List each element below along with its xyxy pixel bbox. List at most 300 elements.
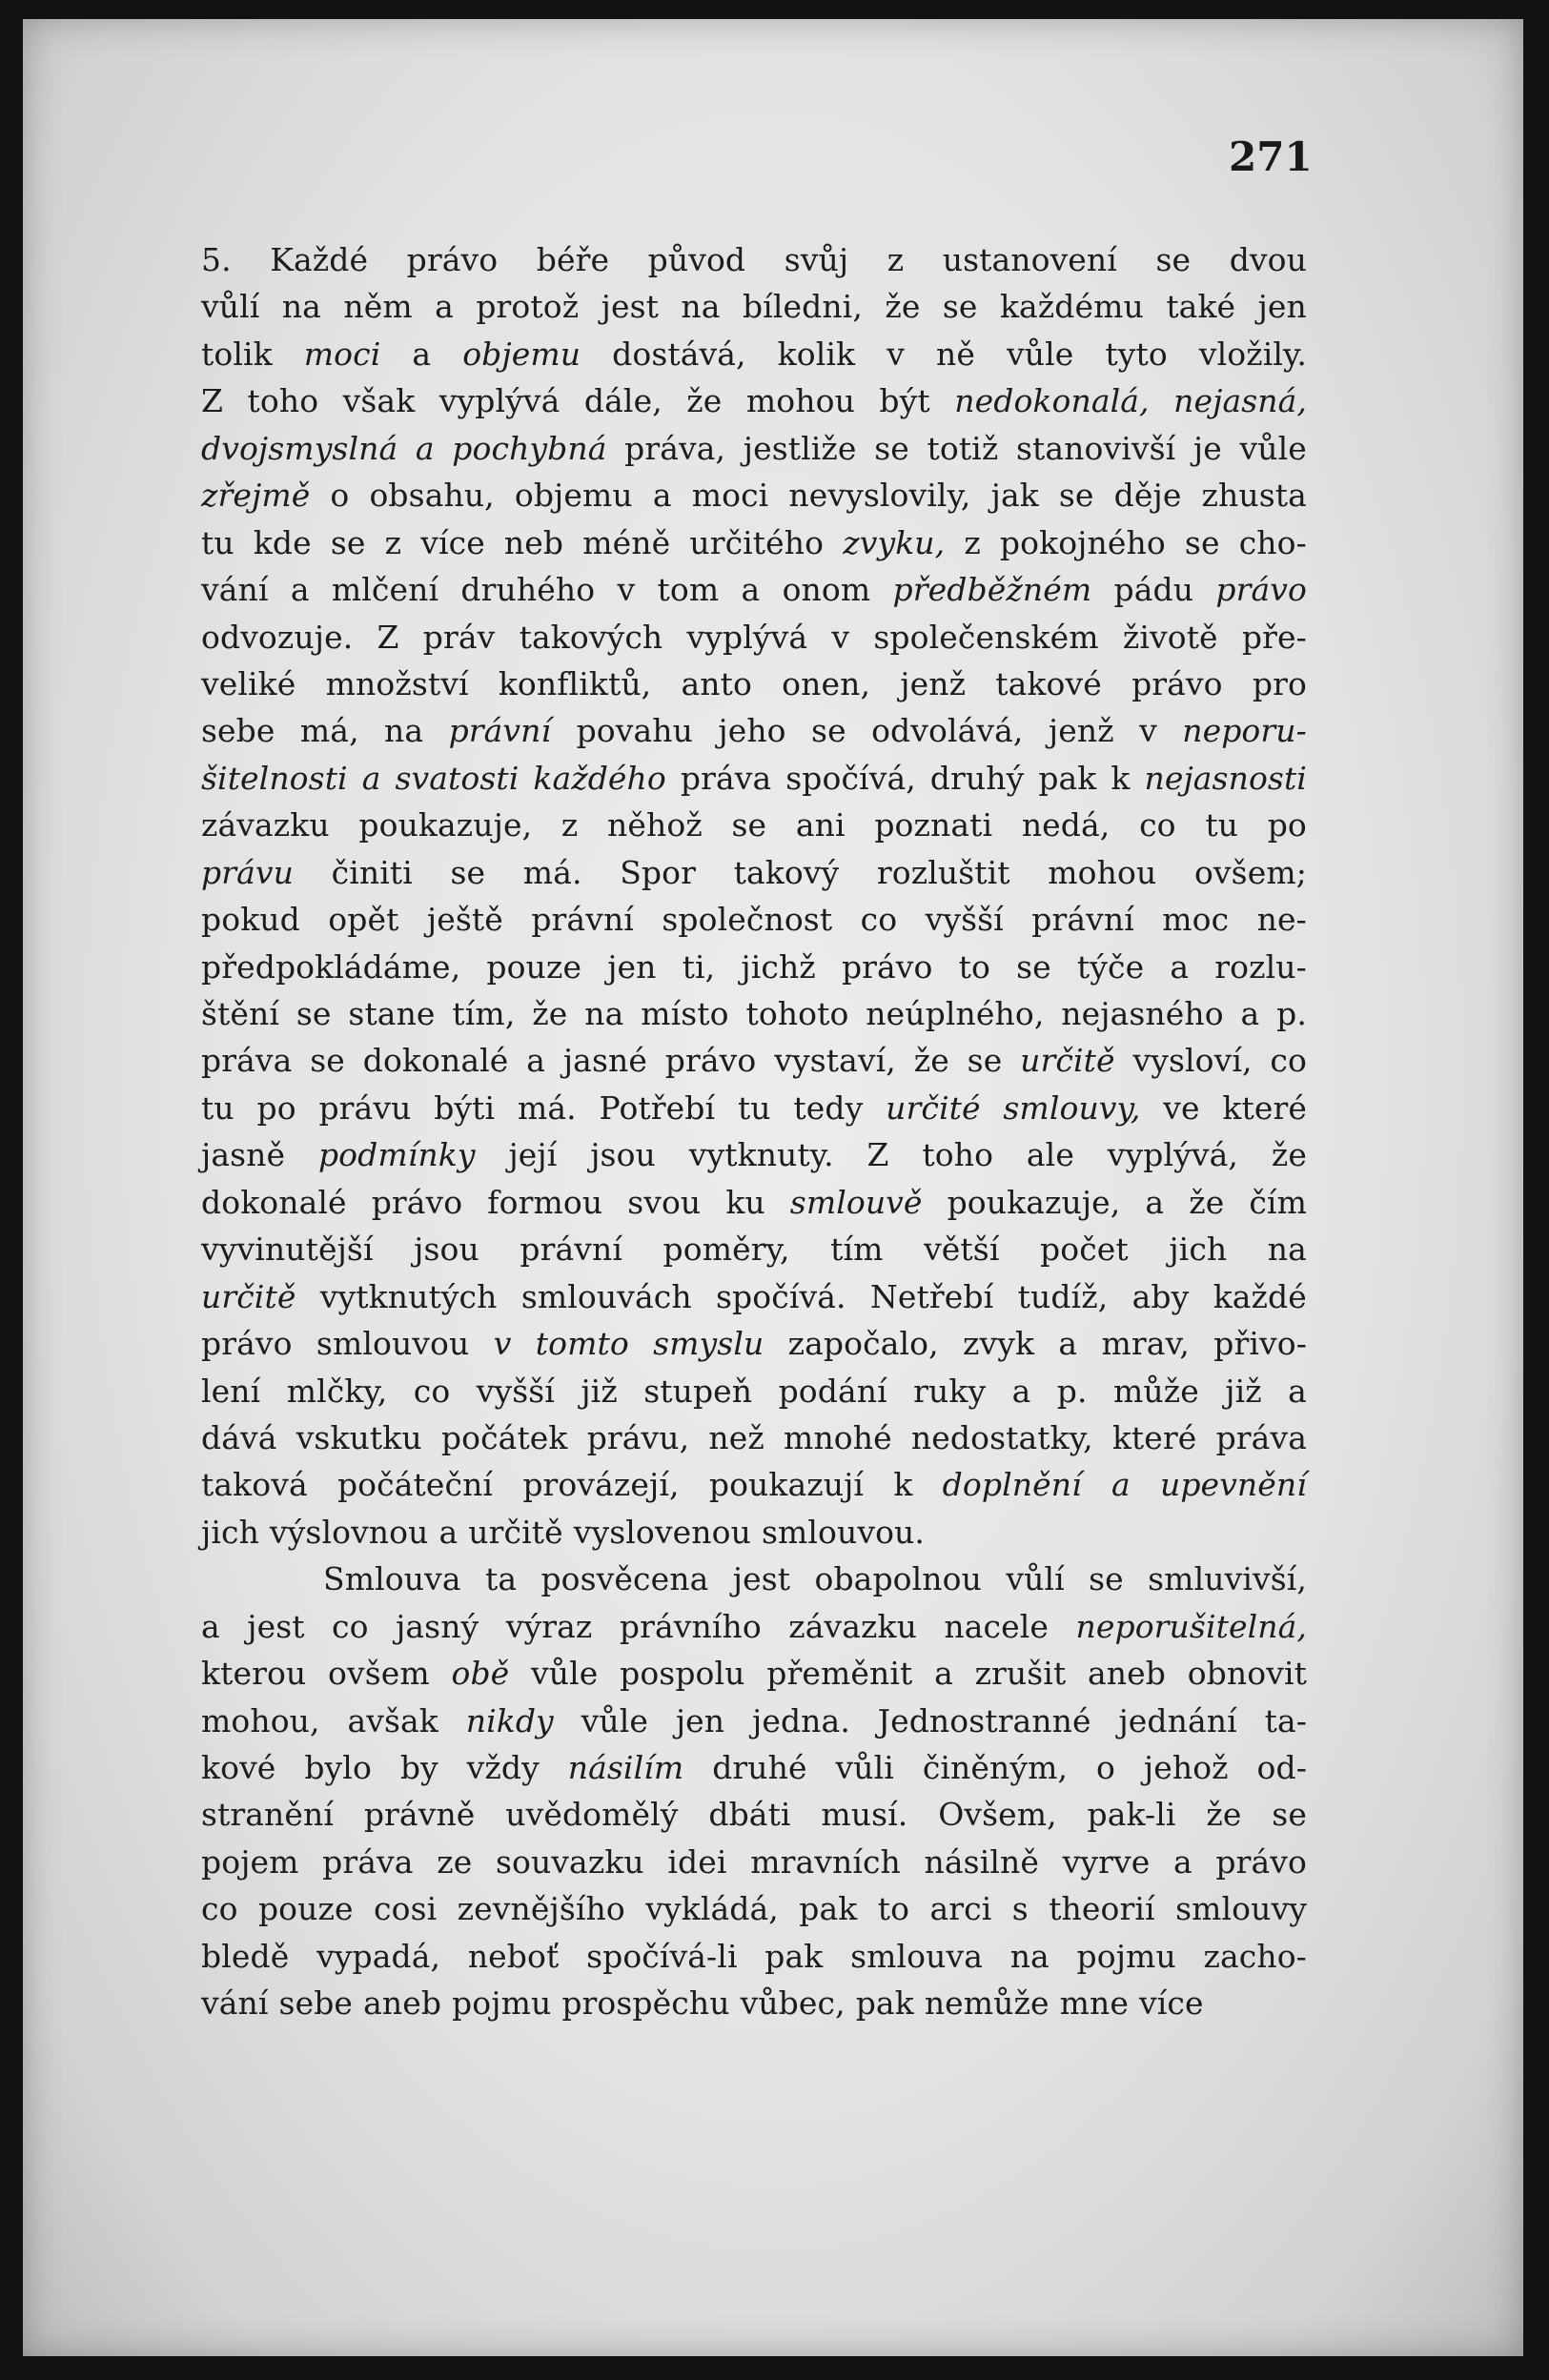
word: toho bbox=[247, 382, 319, 420]
word: vůle bbox=[531, 1655, 599, 1693]
word: moci bbox=[691, 477, 769, 515]
word: že bbox=[913, 1042, 949, 1080]
word: cosi bbox=[374, 1890, 438, 1928]
text-line bbox=[201, 1368, 1307, 1414]
text-line bbox=[201, 1320, 1307, 1367]
word: čím bbox=[1249, 1183, 1307, 1221]
word: a bbox=[1011, 1372, 1031, 1410]
word: obapolnou bbox=[814, 1560, 982, 1598]
word: společnost bbox=[662, 901, 833, 939]
word: životě bbox=[1122, 618, 1218, 656]
text-line bbox=[201, 661, 1307, 707]
word: a bbox=[652, 477, 672, 515]
word: pospolu bbox=[620, 1655, 745, 1693]
word: vypadá, bbox=[316, 1937, 441, 1975]
word: z bbox=[384, 523, 402, 561]
word: také bbox=[1166, 288, 1236, 326]
word: pouze bbox=[486, 947, 582, 986]
word: má. bbox=[517, 1088, 577, 1127]
word: kolik bbox=[777, 335, 856, 373]
word: jen bbox=[675, 1701, 725, 1739]
text-line bbox=[201, 849, 1307, 896]
word: a bbox=[934, 1655, 953, 1693]
word: vytknutých bbox=[319, 1277, 498, 1315]
word: více bbox=[1139, 1984, 1204, 2023]
word: obě bbox=[451, 1655, 510, 1693]
word: musí. bbox=[821, 1796, 908, 1834]
word: co bbox=[1270, 1042, 1307, 1080]
word: se bbox=[874, 429, 909, 467]
word: dbáti bbox=[708, 1796, 791, 1834]
word: počátek bbox=[440, 1418, 568, 1456]
word: a bbox=[361, 759, 381, 797]
text-line bbox=[201, 1226, 1307, 1272]
word: co bbox=[1139, 806, 1176, 844]
word: cho- bbox=[1238, 523, 1307, 561]
word: že bbox=[1189, 1183, 1225, 1221]
word: bylo bbox=[304, 1749, 372, 1786]
word: něm bbox=[343, 288, 413, 326]
word: s bbox=[1011, 1890, 1029, 1928]
word: týče bbox=[1076, 947, 1145, 986]
word: vystaví, bbox=[774, 1042, 896, 1080]
word: zevnějšího bbox=[457, 1890, 625, 1928]
word: činěným, bbox=[922, 1749, 1069, 1786]
word: sebe bbox=[278, 1984, 354, 2023]
word: aby bbox=[1131, 1277, 1190, 1315]
word: jich bbox=[201, 1513, 259, 1551]
word: jen bbox=[607, 947, 657, 986]
word: mohou bbox=[1048, 853, 1157, 891]
word: veliké bbox=[201, 664, 296, 702]
word: p. bbox=[1056, 1372, 1088, 1410]
word: vyslovenou bbox=[573, 1513, 751, 1551]
word: právu, bbox=[586, 1418, 690, 1456]
word: stanovivší bbox=[1015, 429, 1176, 467]
word: v bbox=[1139, 712, 1157, 750]
word: béře bbox=[536, 241, 610, 278]
word: povahu bbox=[576, 712, 693, 750]
word: dokonalé bbox=[362, 1042, 509, 1080]
word: vysloví, bbox=[1132, 1042, 1253, 1080]
word: dvou bbox=[1229, 241, 1307, 278]
word: určité bbox=[886, 1088, 981, 1127]
word: poměry, bbox=[662, 1231, 790, 1269]
word: idei bbox=[667, 1842, 727, 1881]
word: vyvinutější bbox=[201, 1231, 374, 1269]
word: toho bbox=[922, 1136, 994, 1174]
word: zacho- bbox=[1203, 1937, 1307, 1975]
word: by bbox=[399, 1749, 438, 1786]
word: nedokonalá, bbox=[954, 382, 1150, 420]
word: mne bbox=[1059, 1984, 1130, 2023]
word: poukazují bbox=[708, 1466, 865, 1504]
text-line bbox=[201, 1414, 1307, 1461]
word: jest bbox=[601, 288, 659, 326]
word: výraz bbox=[505, 1607, 593, 1645]
word: pak bbox=[855, 1984, 914, 2023]
text-line bbox=[201, 1885, 1307, 1932]
word: více bbox=[420, 523, 485, 561]
word: množství bbox=[325, 664, 469, 702]
word: v bbox=[831, 618, 850, 656]
body-text bbox=[201, 236, 1307, 2027]
text-line bbox=[201, 1179, 1307, 1226]
word: závazku bbox=[201, 806, 330, 844]
word: jasně bbox=[201, 1136, 286, 1174]
word: vyplývá, bbox=[1107, 1136, 1238, 1174]
word: jenž bbox=[1048, 712, 1114, 750]
word: zvyk bbox=[963, 1325, 1035, 1363]
word: druhý bbox=[929, 759, 1025, 797]
word: spočívá. bbox=[716, 1277, 846, 1315]
word: výslovnou bbox=[269, 1513, 429, 1551]
word: neboť bbox=[467, 1937, 560, 1975]
word: stane bbox=[348, 995, 436, 1032]
word: druhé bbox=[712, 1749, 807, 1786]
word: pojmu bbox=[1076, 1937, 1176, 1975]
word: doplnění bbox=[942, 1466, 1082, 1504]
word: počáteční bbox=[336, 1466, 494, 1504]
word: podání bbox=[778, 1372, 887, 1410]
word: smlouvou. bbox=[761, 1513, 925, 1551]
word: spočívá-li bbox=[586, 1937, 738, 1975]
word: ruky bbox=[913, 1372, 987, 1410]
word: pak bbox=[1038, 759, 1097, 797]
word: obnovit bbox=[1187, 1655, 1307, 1693]
word: smluvivší, bbox=[1148, 1560, 1307, 1598]
word: závazku bbox=[788, 1607, 917, 1645]
word: se bbox=[330, 523, 366, 561]
word: nejasného bbox=[1061, 995, 1224, 1032]
text-line bbox=[201, 755, 1307, 802]
word: předpokládáme, bbox=[201, 947, 461, 986]
word: práva bbox=[1215, 1418, 1307, 1456]
word: nedostatky, bbox=[910, 1418, 1093, 1456]
word: provázejí, bbox=[522, 1466, 680, 1504]
word: zvyku, bbox=[843, 523, 946, 561]
word: tu bbox=[1205, 806, 1239, 844]
word: aneb bbox=[363, 1984, 442, 2023]
word: nedá, bbox=[1021, 806, 1111, 844]
word: bledě bbox=[201, 1937, 290, 1975]
word: že bbox=[1206, 1796, 1242, 1834]
word: bíledni, bbox=[742, 288, 863, 326]
word: určitě bbox=[201, 1277, 296, 1315]
word: méně bbox=[582, 523, 671, 561]
text-line bbox=[201, 1744, 1307, 1791]
word: sebe bbox=[201, 712, 275, 750]
page-number: 271 bbox=[1229, 133, 1313, 180]
word: tím bbox=[830, 1231, 884, 1269]
text-line bbox=[201, 1037, 1307, 1084]
word: dostává, bbox=[612, 335, 746, 373]
word: svou bbox=[627, 1183, 702, 1221]
word: to bbox=[877, 1890, 910, 1928]
word: násilně bbox=[924, 1842, 1040, 1881]
word: jichž bbox=[741, 947, 816, 986]
word: pádu bbox=[1113, 571, 1194, 609]
word: Ovšem, bbox=[938, 1796, 1057, 1834]
word: každé bbox=[1213, 1277, 1307, 1315]
word: vždy bbox=[466, 1749, 540, 1786]
word: dále, bbox=[583, 382, 662, 420]
word: vání bbox=[201, 571, 269, 609]
word: a bbox=[412, 335, 432, 373]
word: ve bbox=[1163, 1088, 1200, 1127]
text-line bbox=[201, 1461, 1307, 1508]
word: theorií bbox=[1049, 1890, 1155, 1928]
text-line bbox=[201, 1509, 1307, 1556]
word: druhého bbox=[460, 571, 596, 609]
word: vání bbox=[201, 1984, 269, 2023]
word: již bbox=[581, 1372, 618, 1410]
word: vyšší bbox=[476, 1372, 555, 1410]
word: z bbox=[560, 806, 579, 844]
word: jich bbox=[1169, 1231, 1228, 1269]
word: Spor bbox=[620, 853, 696, 891]
word: práva, bbox=[624, 429, 726, 467]
word: jednání bbox=[1118, 1701, 1237, 1739]
word: ze bbox=[437, 1842, 473, 1881]
word: co bbox=[332, 1607, 369, 1645]
word: vyšší bbox=[925, 901, 1004, 939]
word: obsahu, bbox=[369, 477, 495, 515]
word: právo bbox=[406, 241, 499, 278]
word: moc bbox=[1162, 901, 1230, 939]
word: mnohé bbox=[784, 1418, 892, 1456]
word: pojem bbox=[201, 1842, 299, 1881]
text-line bbox=[201, 707, 1307, 754]
word: činiti bbox=[331, 853, 413, 891]
word: pak bbox=[764, 1937, 824, 1975]
word: se bbox=[1272, 1796, 1307, 1834]
word: tolik bbox=[201, 335, 273, 373]
word: a bbox=[290, 571, 310, 609]
word: právo bbox=[1215, 1842, 1307, 1881]
word: takový bbox=[733, 853, 840, 891]
word: totiž bbox=[927, 429, 999, 467]
word: společenském bbox=[873, 618, 1099, 656]
word: jenž bbox=[900, 664, 967, 702]
word: jasné bbox=[562, 1042, 647, 1080]
word: mravních bbox=[750, 1842, 901, 1881]
text-line bbox=[201, 1556, 1307, 1602]
word: smlouvou bbox=[316, 1325, 470, 1363]
word: co bbox=[413, 1372, 451, 1410]
word: vyrve bbox=[1062, 1842, 1151, 1881]
word: a bbox=[1240, 995, 1260, 1032]
word: jen bbox=[1257, 288, 1307, 326]
word: v bbox=[887, 335, 905, 373]
word: tedy bbox=[793, 1088, 864, 1127]
word: vyplývá bbox=[438, 382, 560, 420]
word: neporu- bbox=[1182, 712, 1307, 750]
word: které bbox=[1222, 1088, 1307, 1127]
word: násilím bbox=[567, 1749, 684, 1786]
word: a bbox=[201, 1607, 220, 1645]
text-line bbox=[201, 1650, 1307, 1697]
word: býti bbox=[434, 1088, 496, 1127]
word: právo bbox=[371, 1183, 463, 1221]
word: vůle bbox=[1239, 429, 1307, 467]
word: kové bbox=[201, 1749, 276, 1786]
word: právní bbox=[1031, 901, 1134, 939]
word: štění bbox=[201, 995, 280, 1032]
word: konfliktů, bbox=[498, 664, 652, 702]
word: se bbox=[1155, 241, 1192, 278]
word: se bbox=[1184, 523, 1220, 561]
text-line bbox=[201, 802, 1307, 848]
word: počet bbox=[1040, 1231, 1129, 1269]
word: tudíž, bbox=[1017, 1277, 1109, 1315]
word: smlouvy, bbox=[1003, 1088, 1141, 1127]
text-line bbox=[201, 1273, 1307, 1320]
word: Z bbox=[201, 382, 224, 420]
word: rozlu- bbox=[1214, 947, 1307, 986]
word: nevyslovily, bbox=[788, 477, 971, 515]
word: rozluštit bbox=[876, 853, 1010, 891]
word: předběžném bbox=[892, 571, 1092, 609]
word: právní bbox=[531, 901, 634, 939]
word: se bbox=[296, 995, 332, 1032]
word: vůlí bbox=[1006, 1560, 1065, 1598]
text-line bbox=[201, 283, 1307, 330]
text-line bbox=[201, 1603, 1307, 1650]
word: se bbox=[310, 1042, 345, 1080]
word: přivo- bbox=[1213, 1325, 1307, 1363]
word: jehož bbox=[1143, 1749, 1229, 1786]
word: tohoto bbox=[745, 995, 849, 1032]
word: právo bbox=[1215, 571, 1307, 609]
word: ani bbox=[795, 806, 846, 844]
word: původ bbox=[647, 241, 746, 278]
word: jak bbox=[990, 477, 1039, 515]
word: taková bbox=[201, 1466, 308, 1504]
text-line bbox=[201, 614, 1307, 661]
text-line bbox=[201, 1698, 1307, 1744]
word: jsou bbox=[590, 1136, 656, 1174]
word: odvolává, bbox=[871, 712, 1024, 750]
word: se bbox=[967, 1042, 1003, 1080]
word: neb bbox=[503, 523, 564, 561]
word: ještě bbox=[426, 901, 503, 939]
word: Jednostranné bbox=[877, 1701, 1091, 1739]
word: pře- bbox=[1241, 618, 1307, 656]
word: něhož bbox=[607, 806, 703, 844]
word: pro bbox=[1252, 664, 1307, 702]
word: co bbox=[201, 1890, 238, 1928]
word: práva bbox=[201, 1042, 293, 1080]
word: nacele bbox=[944, 1607, 1050, 1645]
word: vskutku bbox=[296, 1418, 422, 1456]
text-line bbox=[201, 1980, 1307, 2026]
word: svatosti bbox=[395, 759, 520, 797]
word: takových bbox=[519, 618, 663, 656]
word: určitého bbox=[689, 523, 825, 561]
word: mohou bbox=[745, 382, 855, 420]
word: stranění bbox=[201, 1796, 335, 1834]
word: přeměnit bbox=[766, 1655, 913, 1693]
word: poukazuje, bbox=[947, 1183, 1121, 1221]
word: zřejmě bbox=[201, 477, 311, 515]
word: Každé bbox=[270, 241, 369, 278]
word: tom bbox=[657, 571, 720, 609]
word: a bbox=[526, 1042, 546, 1080]
text-line bbox=[201, 1131, 1307, 1178]
word: neúplného, bbox=[866, 995, 1045, 1032]
word: práv bbox=[422, 618, 496, 656]
word: již bbox=[1225, 1372, 1262, 1410]
word: se bbox=[731, 806, 767, 844]
word: tomto bbox=[535, 1325, 629, 1363]
word: vytknuty. bbox=[688, 1136, 834, 1174]
word: a bbox=[1111, 1466, 1131, 1504]
word: vůlí bbox=[201, 288, 260, 326]
text-line bbox=[201, 472, 1307, 519]
word: ti, bbox=[682, 947, 716, 986]
word: právně bbox=[363, 1796, 476, 1834]
word: mohou, bbox=[201, 1701, 320, 1739]
word: a bbox=[1288, 1372, 1307, 1410]
word: dvojsmyslná bbox=[201, 429, 398, 467]
word: že bbox=[686, 382, 723, 420]
word: ustanovení bbox=[942, 241, 1117, 278]
word: má. bbox=[522, 853, 582, 891]
word: tu bbox=[737, 1088, 771, 1127]
word: k bbox=[893, 1466, 913, 1504]
word: spočívá, bbox=[785, 759, 916, 797]
word: jsou bbox=[414, 1231, 479, 1269]
text-line bbox=[201, 331, 1307, 377]
text-line bbox=[201, 896, 1307, 943]
word: formou bbox=[487, 1183, 603, 1221]
word: kde bbox=[253, 523, 312, 561]
text-line bbox=[201, 425, 1307, 472]
word: v bbox=[617, 571, 636, 609]
word: právní bbox=[448, 712, 552, 750]
word: uvědomělý bbox=[505, 1796, 679, 1834]
text-line bbox=[201, 566, 1307, 613]
word: dává bbox=[201, 1418, 277, 1456]
word: být bbox=[879, 382, 930, 420]
word: lení bbox=[201, 1372, 261, 1410]
word: prospěchu bbox=[561, 1984, 730, 2023]
word: práva bbox=[322, 1842, 414, 1881]
word: může bbox=[1113, 1372, 1199, 1410]
word: takové bbox=[995, 664, 1102, 702]
word: arci bbox=[929, 1890, 992, 1928]
word: anto bbox=[681, 664, 752, 702]
word: jasný bbox=[396, 1607, 479, 1645]
word: právního bbox=[619, 1607, 762, 1645]
word: právo bbox=[1131, 664, 1223, 702]
word: zhusta bbox=[1201, 477, 1307, 515]
word: opět bbox=[328, 901, 399, 939]
word: pochybná bbox=[452, 429, 607, 467]
word: ta- bbox=[1264, 1701, 1307, 1739]
word: p. bbox=[1276, 995, 1307, 1032]
word: nemůže bbox=[924, 1984, 1050, 2023]
word: než bbox=[708, 1418, 764, 1456]
word: dokonalé bbox=[201, 1183, 347, 1221]
word: odvozuje. bbox=[201, 618, 354, 656]
word: právní bbox=[520, 1231, 622, 1269]
word: ta bbox=[484, 1560, 518, 1598]
word: že bbox=[1271, 1136, 1307, 1174]
word: vykládá, bbox=[645, 1890, 779, 1928]
word: její bbox=[508, 1136, 558, 1174]
